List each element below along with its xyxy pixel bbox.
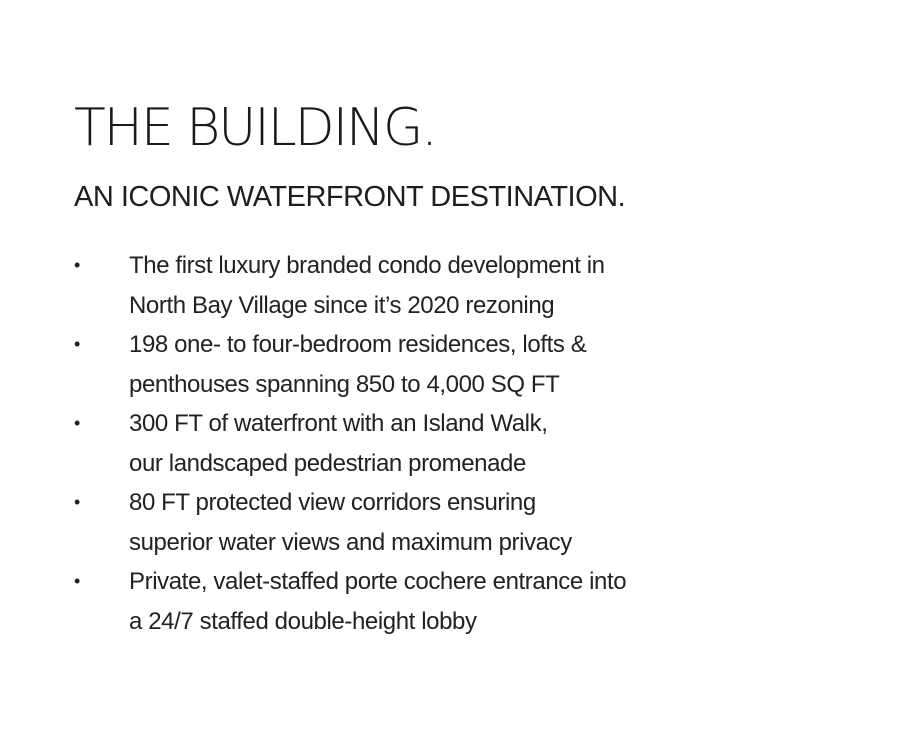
- building-section: [74, 98, 834, 641]
- list-item-text: The first luxury branded condo development in: [129, 252, 605, 279]
- list-item-text: a 24/7 staffed double-height lobby: [129, 607, 477, 635]
- list-item-text: 80 FT protected view corridors ensuring: [129, 489, 536, 516]
- bullet-icon: •: [74, 571, 80, 591]
- page-subtitle: AN ICONIC WATERFRONT DESTINATION.: [74, 181, 626, 213]
- list-item-text: superior water views and maximum privacy: [129, 528, 572, 556]
- list-item-text: 198 one- to four-bedroom residences, lofts &: [129, 331, 587, 358]
- list-item: [74, 246, 834, 325]
- page-title: THE BUILDING.: [74, 98, 436, 158]
- bullet-icon: •: [74, 413, 80, 433]
- bullet-icon: •: [74, 255, 80, 275]
- list-item-text: penthouses spanning 850 to 4,000 SQ FT: [129, 370, 560, 398]
- list-item: [74, 562, 834, 641]
- list-item: [74, 325, 834, 404]
- bullet-icon: •: [74, 492, 80, 512]
- list-item-text: 300 FT of waterfront with an Island Walk,: [129, 410, 548, 437]
- list-item-text: North Bay Village since it’s 2020 rezoning: [129, 291, 555, 319]
- list-item-text: Private, valet-staffed porte cochere entrance into: [129, 568, 627, 595]
- list-item: [74, 483, 834, 562]
- feature-list: [74, 246, 834, 641]
- list-item-text: our landscaped pedestrian promenade: [129, 449, 526, 477]
- bullet-icon: •: [74, 334, 80, 354]
- list-item: [74, 404, 834, 483]
